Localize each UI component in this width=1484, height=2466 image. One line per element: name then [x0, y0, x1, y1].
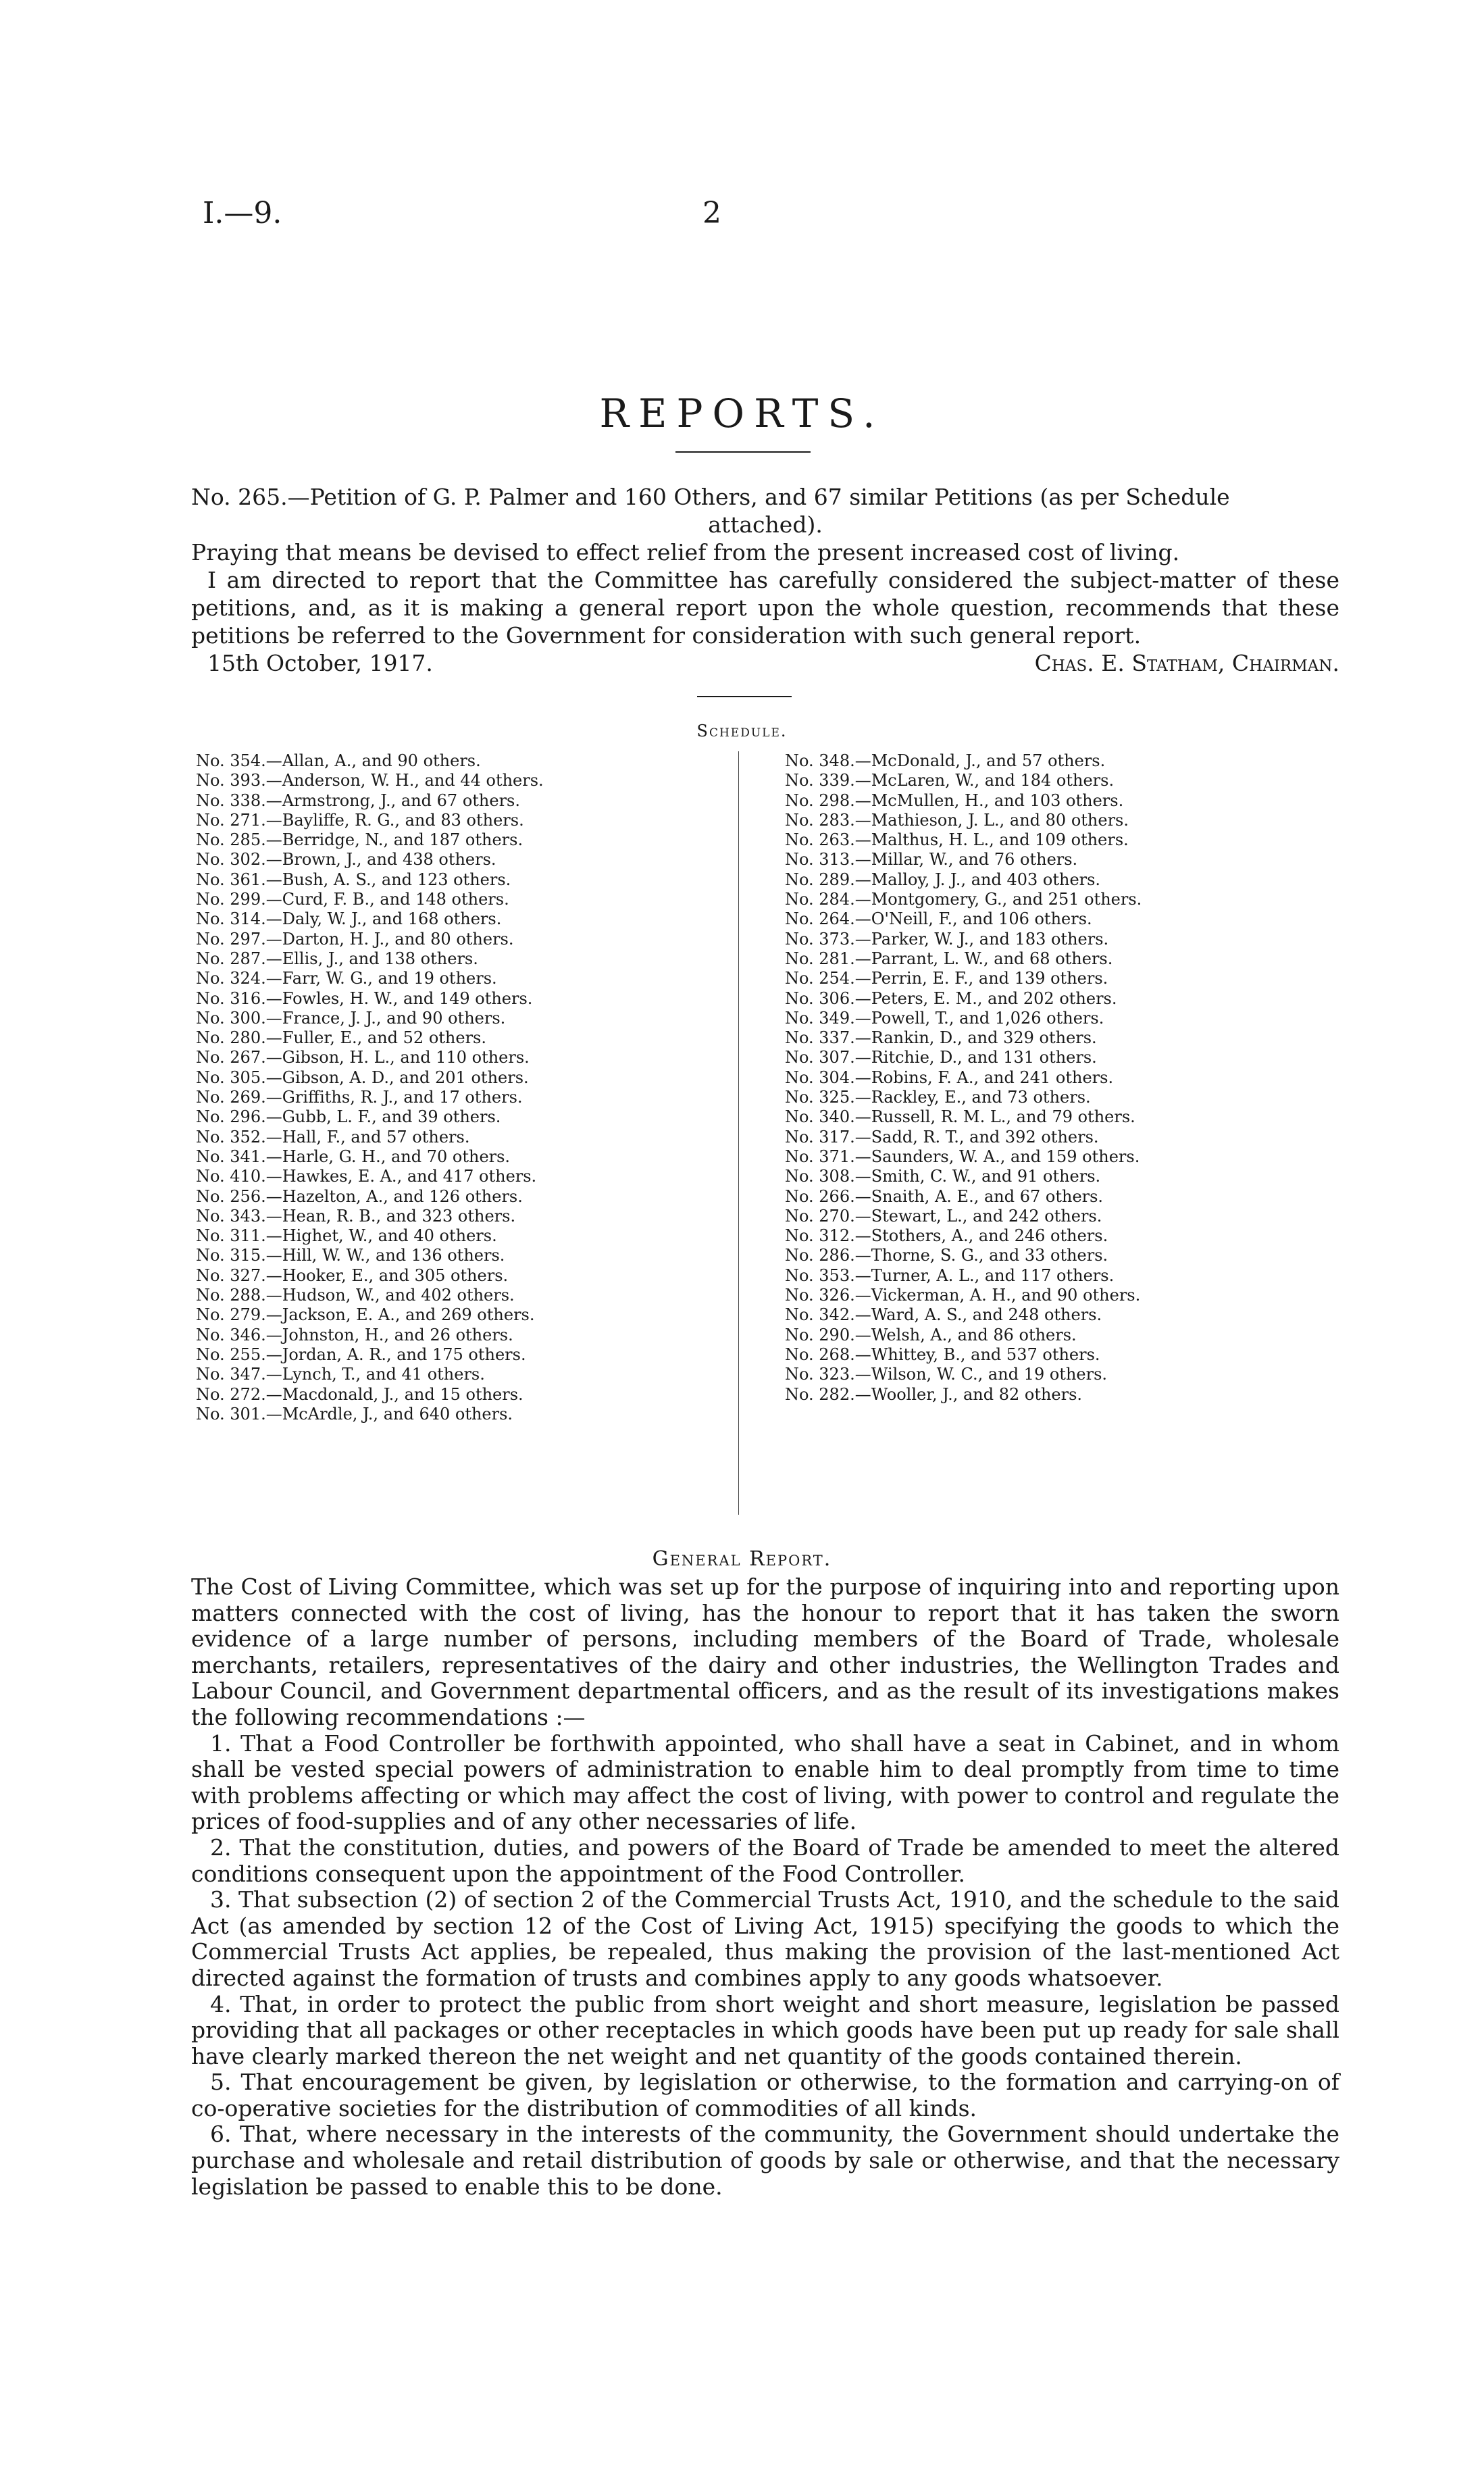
schedule-entry: No. 283.—Mathieson, J. L., and 80 others. [785, 810, 1129, 830]
title-rule [675, 451, 811, 453]
page-title: REPORTS. [599, 391, 885, 436]
schedule-entry: No. 313.—Millar, W., and 76 others. [785, 850, 1078, 870]
schedule-entry: No. 308.—Smith, C. W., and 91 others. [785, 1167, 1101, 1186]
schedule-entry: No. 271.—Bayliffe, R. G., and 83 others. [196, 810, 524, 830]
schedule-entry: No. 264.—O'Neill, F., and 106 others. [785, 909, 1092, 929]
petition-report [191, 483, 1339, 677]
schedule-entry: No. 301.—McArdle, J., and 640 others. [196, 1404, 513, 1424]
schedule-entry: No. 339.—McLaren, W., and 184 others. [785, 771, 1115, 790]
schedule-entry: No. 289.—Malloy, J. J., and 403 others. [785, 870, 1101, 889]
schedule-entry: No. 290.—Welsh, A., and 86 others. [785, 1325, 1077, 1344]
schedule-entry: No. 285.—Berridge, N., and 187 others. [196, 830, 523, 850]
recommendation-item: 2. That the constitution, duties, and powers of the Board of Trade be amended to meet the altered conditions consequent upon the appointment of the Food Controller. [191, 1834, 1339, 1887]
recommendation-item: 1. That a Food Controller be forthwith appointed, who shall have a seat in Cabinet, and in whom shall be vested special powers of administration to enable him to deal promptly from time to time with problems affecting or which may affect the cost of living, with power to control and regulate the prices of food-supplies and of any other necessaries of life. [191, 1730, 1339, 1835]
schedule-entry: No. 327.—Hooker, E., and 305 others. [196, 1265, 509, 1285]
schedule-right-column [785, 751, 1339, 1405]
schedule-entry: No. 324.—Farr, W. G., and 19 others. [196, 969, 497, 988]
schedule-entry: No. 353.—Turner, A. L., and 117 others. [785, 1265, 1115, 1285]
schedule-entry: No. 305.—Gibson, A. D., and 201 others. [196, 1067, 529, 1087]
recommendation-item: 3. That subsection (2) of section 2 of the Commercial Trusts Act, 1910, and the schedule to the said Act (as amended by section 12 of the Cost of Living Act, 1915) specifying the goods to which the Commercial Trusts Act applies, be repealed, thus making the provision of the last-mentioned Act directed against the formation of trusts and combines apply to any goods whatsoever. [191, 1886, 1339, 1991]
schedule-entry: No. 297.—Darton, H. J., and 80 others. [196, 929, 514, 949]
schedule-entry: No. 312.—Stothers, A., and 246 others. [785, 1226, 1108, 1246]
schedule-entry: No. 323.—Wilson, W. C., and 19 others. [785, 1365, 1108, 1384]
schedule-entry: No. 304.—Robins, F. A., and 241 others. [785, 1067, 1114, 1087]
schedule-entry: No. 270.—Stewart, L., and 242 others. [785, 1206, 1102, 1226]
general-report-body [191, 1574, 1339, 2200]
schedule-entry: No. 316.—Fowles, H. W., and 149 others. [196, 988, 533, 1008]
schedule-entry: No. 342.—Ward, A. S., and 248 others. [785, 1305, 1102, 1325]
schedule-entry: No. 317.—Sadd, R. T., and 392 others. [785, 1127, 1099, 1147]
schedule-entry: No. 266.—Snaith, A. E., and 67 others. [785, 1186, 1104, 1206]
schedule-entry: No. 361.—Bush, A. S., and 123 others. [196, 870, 511, 889]
page-header [203, 196, 1337, 243]
schedule-entry: No. 326.—Vickerman, A. H., and 90 others. [785, 1286, 1141, 1305]
schedule-entry: No. 284.—Montgomery, G., and 251 others. [785, 890, 1142, 909]
schedule-entry: No. 338.—Armstrong, J., and 67 others. [196, 790, 520, 810]
signature-line [191, 649, 1339, 677]
schedule-entry: No. 341.—Harle, G. H., and 70 others. [196, 1147, 511, 1166]
schedule-entry: No. 325.—Rackley, E., and 73 others. [785, 1088, 1091, 1107]
page-number: 2 [702, 196, 721, 230]
recommendation-item: 5. That encouragement be given, by legislation or otherwise, to the formation and carrying-on of co-operative societies for the distribution of commodities of all kinds. [191, 2069, 1339, 2121]
schedule-entry: No. 302.—Brown, J., and 438 others. [196, 850, 496, 870]
report-date: 15th October, 1917. [207, 650, 433, 676]
schedule-entry: No. 287.—Ellis, J., and 138 others. [196, 949, 478, 968]
schedule-entry: No. 268.—Whittey, B., and 537 others. [785, 1344, 1100, 1364]
schedule-entry: No. 255.—Jordan, A. R., and 175 others. [196, 1344, 526, 1364]
schedule-entry: No. 272.—Macdonald, J., and 15 others. [196, 1384, 523, 1404]
schedule-entry: No. 346.—Johnston, H., and 26 others. [196, 1325, 513, 1344]
schedule-entry: No. 354.—Allan, A., and 90 others. [196, 751, 481, 770]
schedule-entry: No. 296.—Gubb, L. F., and 39 others. [196, 1107, 501, 1127]
schedule-entry: No. 300.—France, J. J., and 90 others. [196, 1008, 506, 1028]
schedule-entry: No. 286.—Thorne, S. G., and 33 others. [785, 1246, 1108, 1265]
schedule-entry: No. 254.—Perrin, E. F., and 139 others. [785, 969, 1108, 988]
petition-heading: No. 265.—Petition of G. P. Palmer and 160 Others, and 67 similar Petitions (as per Schedule [191, 484, 1230, 510]
schedule-entry: No. 349.—Powell, T., and 1,026 others. [785, 1008, 1104, 1028]
schedule-entry: No. 281.—Parrant, L. W., and 68 others. [785, 949, 1113, 968]
schedule-entry: No. 267.—Gibson, H. L., and 110 others. [196, 1048, 530, 1067]
schedule-entry: No. 311.—Highet, W., and 40 others. [196, 1226, 497, 1246]
schedule-entry: No. 393.—Anderson, W. H., and 44 others. [196, 771, 544, 790]
petition-report-text: I am directed to report that the Committee has carefully considered the subject-matter of these petitions, and, as it is making a general report upon the whole question, recommends that these petitions be referred to the Government for consideration with such general report. [191, 567, 1339, 649]
schedule-entry: No. 340.—Russell, R. M. L., and 79 others. [785, 1107, 1135, 1127]
chairman-signature: Chas. E. Statham, Chairman. [1034, 650, 1339, 676]
schedule-entry: No. 256.—Hazelton, A., and 126 others. [196, 1186, 523, 1206]
petition-heading-cont: attached). [708, 511, 823, 538]
schedule-entry: No. 352.—Hall, F., and 57 others. [196, 1127, 470, 1147]
schedule-entry: No. 315.—Hill, W. W., and 136 others. [196, 1246, 505, 1265]
schedule-entry: No. 410.—Hawkes, E. A., and 417 others. [196, 1167, 537, 1186]
schedule-entry: No. 288.—Hudson, W., and 402 others. [196, 1286, 515, 1305]
schedule-entry: No. 314.—Daly, W. J., and 168 others. [196, 909, 502, 929]
recommendation-item: 4. That, in order to protect the public from short weight and short measure, legislation be passed providing that all packages or other receptacles in which goods have been put up ready for sale shall have clearly marked thereon the net weight and net quantity of the goods contained therein. [191, 1990, 1339, 2069]
petition-praying: Praying that means be devised to effect relief from the present increased cost of living. [191, 539, 1180, 565]
schedule-entry: No. 299.—Curd, F. B., and 148 others. [196, 890, 509, 909]
general-report-title: General Report. [652, 1547, 832, 1571]
recommendation-item: 6. That, where necessary in the interests of the community, the Government should undertake the purchase and wholesale and retail distribution of goods by sale or otherwise, and that the necessary legislation be passed to enable this to be done. [191, 2121, 1339, 2200]
schedule-entry: No. 337.—Rankin, D., and 329 others. [785, 1028, 1097, 1048]
schedule-title: Schedule. [696, 722, 788, 740]
schedule-entry: No. 348.—McDonald, J., and 57 others. [785, 751, 1106, 770]
schedule-entry: No. 371.—Saunders, W. A., and 159 others. [785, 1147, 1140, 1166]
schedule-entry: No. 263.—Malthus, H. L., and 109 others. [785, 830, 1129, 850]
schedule-entry: No. 373.—Parker, W. J., and 183 others. [785, 929, 1109, 949]
schedule-entry: No. 307.—Ritchie, D., and 131 others. [785, 1048, 1097, 1067]
schedule-entry: No. 269.—Griffiths, R. J., and 17 others. [196, 1088, 523, 1107]
section-rule [697, 696, 792, 697]
schedule-entry: No. 343.—Hean, R. B., and 323 others. [196, 1206, 516, 1226]
schedule-entry: No. 298.—McMullen, H., and 103 others. [785, 790, 1124, 810]
schedule-entry: No. 347.—Lynch, T., and 41 others. [196, 1365, 485, 1384]
schedule-entry: No. 280.—Fuller, E., and 52 others. [196, 1028, 486, 1048]
schedule-entry: No. 279.—Jackson, E. A., and 269 others. [196, 1305, 535, 1325]
document-id: I.—9. [203, 196, 282, 230]
column-divider [738, 751, 739, 1515]
schedule-entry: No. 306.—Peters, E. M., and 202 others. [785, 988, 1117, 1008]
schedule-left-column [196, 751, 723, 1424]
general-report-intro: The Cost of Living Committee, which was set up for the purpose of inquiring into and reporting upon matters connected with the cost of living, has the honour to report that it has taken the sworn evidence of a large number of persons, including members of the Board of Trade, wholesale merchants, retailers, representatives of the dairy and other industries, the Wellington Trades and Labour Council, and Government departmental officers, and as the result of its investigations makes the following recommendations :— [191, 1574, 1339, 1730]
schedule-entry: No. 282.—Wooller, J., and 82 others. [785, 1384, 1083, 1404]
